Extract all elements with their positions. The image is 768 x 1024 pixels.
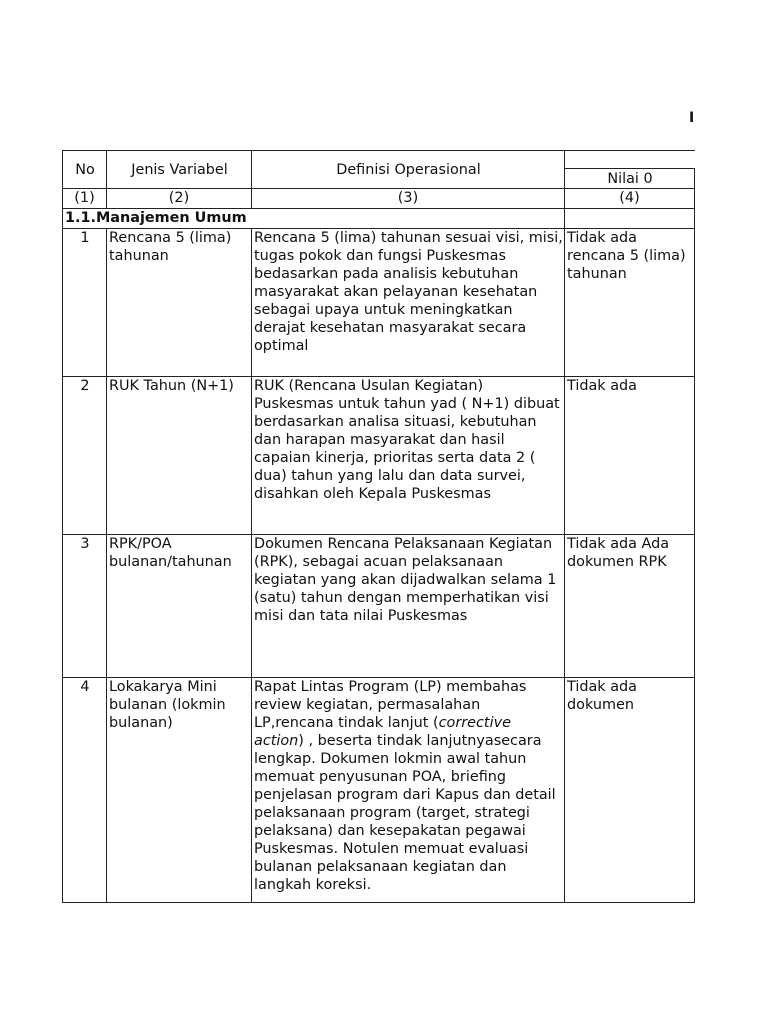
row-definisi: Dokumen Rencana Pelaksanaan Kegiatan (RPK), sebagai acuan pelaksanaan kegiatan yang akan dijadwalkan selama 1 (satu) tahun dengan memperhatikan visi misi dan tata nilai Puskesmas [252, 535, 565, 678]
header-row-top [63, 151, 695, 169]
row-nilai: Tidak ada [565, 377, 695, 535]
header-jenis-variabel: Jenis Variabel [107, 151, 252, 189]
row-number: 2 [63, 377, 107, 535]
row-number: 3 [63, 535, 107, 678]
table-row [63, 535, 695, 678]
table-row [63, 678, 695, 903]
row-jenis-variabel: RPK/POA bulanan/tahunan [107, 535, 252, 678]
header-no: No [63, 151, 107, 189]
row-nilai: Tidak ada rencana 5 (lima) tahunan [565, 229, 695, 377]
definisi-text-after: ) , beserta tindak lanjutnyasecara lengkap. Dokumen lokmin awal tahun memuat penyusunan POA, briefing penjelasan program dari Kapus dan detail pelaksanaan program (target, strategi pelaksana) dan kesepakatan pegawai Puskesmas. Notulen memuat evaluasi bulanan pelaksanaan kegiatan dan langkah koreksi. [254, 733, 556, 893]
section-title: 1.1.Manajemen Umum [63, 209, 565, 229]
row-jenis-variabel: Lokakarya Mini bulanan (lokmin bulanan) [107, 678, 252, 903]
row-definisi: RUK (Rencana Usulan Kegiatan) Puskesmas untuk tahun yad ( N+1) dibuat berdasarkan analisa situasi, kebutuhan dan harapan masyarakat dan hasil capaian kinerja, prioritas serta data 2 ( dua) tahun yang lalu dan data survei, disahkan oleh Kepala Puskesmas [252, 377, 565, 535]
row-jenis-variabel: Rencana 5 (lima) tahunan [107, 229, 252, 377]
row-jenis-variabel: RUK Tahun (N+1) [107, 377, 252, 535]
table-row [63, 229, 695, 377]
header-definisi-operasional: Definisi Operasional [252, 151, 565, 189]
page-header-fragment: I [689, 110, 695, 126]
row-number: 4 [63, 678, 107, 903]
definisi-text-before: Rapat Lintas Program (LP) membahas review kegiatan, permasalahan LP,rencana tindak lanjut ( [254, 679, 527, 731]
col-number-1: (1) [63, 189, 107, 209]
definisi-text-italic: corrective action [254, 715, 511, 749]
row-definisi [252, 678, 565, 903]
row-nilai: Tidak ada Ada dokumen RPK [565, 535, 695, 678]
table-row [63, 377, 695, 535]
row-definisi: Rencana 5 (lima) tahunan sesuai visi, misi, tugas pokok dan fungsi Puskesmas bedasarkan pada analisis kebutuhan masyarakat akan pelayanan kesehatan sebagai upaya untuk meningkatkan derajat kesehatan masyarakat secara optimal [252, 229, 565, 377]
header-nilai-group [565, 151, 695, 169]
row-nilai: Tidak ada dokumen [565, 678, 695, 903]
section-empty-cell [565, 209, 695, 229]
col-number-4: (4) [565, 189, 695, 209]
col-number-3: (3) [252, 189, 565, 209]
variable-definition-table [62, 150, 695, 903]
row-number: 1 [63, 229, 107, 377]
header-nilai-0: Nilai 0 [565, 169, 695, 189]
column-number-row [63, 189, 695, 209]
section-row [63, 209, 695, 229]
col-number-2: (2) [107, 189, 252, 209]
